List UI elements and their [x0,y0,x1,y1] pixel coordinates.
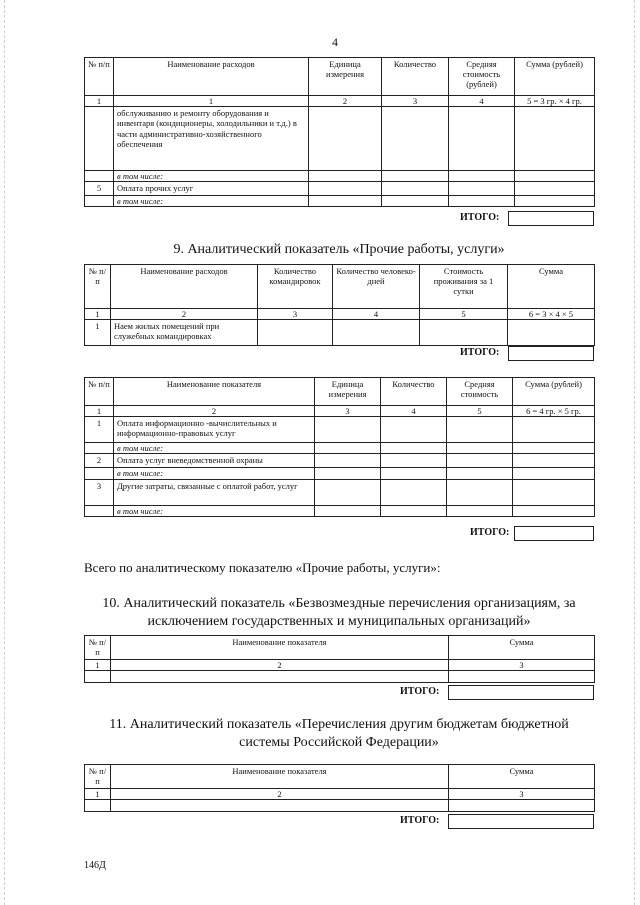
table-cell[interactable] [315,468,381,479]
table-cell[interactable] [309,195,382,206]
table-cell[interactable] [447,454,513,468]
table-cell[interactable] [513,443,595,454]
total-value-box[interactable] [448,814,594,829]
col-number-4: 3 [382,96,449,107]
col-number-6: 6 = 3 × 4 × 5 [508,309,595,320]
table-cell [85,505,114,516]
section-10-title-line1: 10. Аналитический показатель «Безвозмездные перечисления организациям, за [102,596,576,611]
col-header-quantity: Количество [381,378,447,406]
table-cell[interactable] [508,320,595,346]
col-header-sum: Сумма (рублей) [515,58,595,96]
section-10-title [84,595,594,631]
table-cell[interactable] [382,182,449,195]
page-number: 4 [332,35,338,49]
col-number-1: 1 [85,789,111,800]
section-9-title: 9. Аналитический показатель «Прочие работы, услуги» [173,242,505,257]
total-row-table4 [84,685,594,699]
table-cell[interactable] [315,443,381,454]
col-header-sum: Сумма [508,265,595,309]
table-cell [85,171,114,182]
col-header-name: Наименование расходов [111,265,258,309]
in-that-number-label: в том числе: [114,195,309,206]
col-header-number: № п/п [85,58,114,96]
in-that-number-label: в том числе: [114,505,315,516]
col-header-number: № п/п [85,636,111,660]
col-number-6: 6 = 4 гр. × 5 гр. [513,406,595,417]
table-cell[interactable] [381,479,447,505]
total-label: ИТОГО: [470,527,510,538]
col-header-sum: Сумма (рублей) [513,378,595,406]
col-header-name: Наименование расходов [114,58,309,96]
table-cell[interactable] [447,505,513,516]
table-cell[interactable] [447,443,513,454]
table-cell[interactable] [420,320,508,346]
table-cell[interactable] [382,171,449,182]
col-number-5: 5 [420,309,508,320]
table-cell[interactable] [315,505,381,516]
table-cell [85,195,114,206]
scan-right-edge [634,0,636,905]
col-number-2: 2 [111,660,449,671]
table-cell[interactable] [515,182,595,195]
section-10-title-line2: исключением государственных и муниципальных организаций» [147,613,531,629]
col-header-sum: Сумма [449,636,595,660]
row-other-costs-number: 3 [85,479,114,505]
col-header-unit: Единица измерения [309,58,382,96]
table-cell[interactable] [315,417,381,443]
col-number-4: 4 [333,309,420,320]
section-11-title [84,716,594,752]
scan-left-edge [4,0,6,905]
budget-transfers-table [84,764,595,812]
col-number-6: 5 = 3 гр. × 4 гр. [515,96,595,107]
table-cell[interactable] [309,182,382,195]
table-cell [85,468,114,479]
section-11-title-line1: 11. Аналитический показатель «Перечисления другим бюджетам бюджетной [109,717,569,732]
section-9-grand-total: Всего по аналитическому показателю «Прочие работы, услуги»: [84,560,441,575]
col-header-quantity: Количество [382,58,449,96]
col-header-name: Наименование показателя [111,765,449,789]
col-header-avg-cost: Средняя стоимость [447,378,513,406]
col-number-1: 1 [85,309,111,320]
total-label: ИТОГО: [400,815,440,826]
grants-table [84,635,595,683]
row-other-services-name: Оплата прочих услуг [114,182,309,195]
row-it-services-number: 1 [85,417,114,443]
table-cell[interactable] [447,417,513,443]
total-label: ИТОГО: [400,686,440,697]
col-number-2: 2 [114,406,315,417]
col-number-3: 3 [449,660,595,671]
col-number-2: 2 [111,789,449,800]
col-header-name: Наименование показателя [111,636,449,660]
col-header-unit: Единица измерения [315,378,381,406]
table-cell[interactable] [449,195,515,206]
col-number-2: 1 [114,96,309,107]
col-header-trips: Количество командировок [258,265,333,309]
col-number-2: 2 [111,309,258,320]
table-cell[interactable] [382,107,449,171]
col-number-1: 1 [85,406,114,417]
table-cell[interactable] [449,182,515,195]
total-label: ИТОГО: [460,212,500,223]
row-housing-name: Наем жилых помещений при служебных командировках [111,320,258,346]
table-cell[interactable] [381,505,447,516]
table-cell[interactable] [111,671,449,683]
table-cell [85,671,111,683]
table-cell[interactable] [381,454,447,468]
row-it-services-name: Оплата информационно -вычислительных и информационно-правовых услуг [114,417,315,443]
table-cell[interactable] [382,195,449,206]
table-cell[interactable] [447,468,513,479]
table-cell[interactable] [315,479,381,505]
table-cell[interactable] [309,171,382,182]
expenses-table-continued [84,57,595,207]
col-header-avg-cost: Средняя стоимость (рублей) [449,58,515,96]
col-header-daily-rate: Стоимость проживания за 1 сутки [420,265,508,309]
table-cell[interactable] [513,479,595,505]
table-cell[interactable] [258,320,333,346]
col-header-number: № п/п [85,378,114,406]
table-cell [85,800,111,812]
table-cell[interactable] [309,107,382,171]
row-security-number: 2 [85,454,114,468]
row-other-services-number: 5 [85,182,114,195]
col-number-3: 2 [309,96,382,107]
total-row-table1 [84,211,594,225]
housing-expenses-table [84,264,595,346]
total-row-table2 [84,346,594,360]
in-that-number-label: в том числе: [114,468,315,479]
col-header-name: Наименование показателя [114,378,315,406]
row-housing-number: 1 [85,320,111,346]
total-label: ИТОГО: [460,347,500,358]
table-cell[interactable] [381,417,447,443]
table-cell[interactable] [315,454,381,468]
table-cell [85,107,114,171]
total-value-box[interactable] [514,526,594,541]
col-number-4: 4 [381,406,447,417]
table-cell[interactable] [515,195,595,206]
col-header-person-days: Количество человеко-дней [333,265,420,309]
total-row-table5 [84,814,594,828]
row-other-costs-name: Другие затраты, связанные с оплатой работ, услуг [114,479,315,505]
table-cell[interactable] [381,468,447,479]
row-maintenance-name: обслуживанию и ремонту оборудования и инвентаря (кондиционеры, холодильники и т.д.) в части административно-хозяйственного обеспечения [114,107,309,171]
table-cell[interactable] [513,468,595,479]
table-cell[interactable] [513,505,595,516]
table-cell[interactable] [111,800,449,812]
table-cell[interactable] [449,671,595,683]
table-cell[interactable] [513,454,595,468]
col-number-1: 1 [85,660,111,671]
col-header-number: № п/п [85,765,111,789]
col-number-3: 3 [258,309,333,320]
table-cell[interactable] [381,443,447,454]
table-cell[interactable] [449,171,515,182]
col-number-3: 3 [315,406,381,417]
table-cell [85,443,114,454]
table-cell[interactable] [449,107,515,171]
section-11-title-line2: системы Российской Федерации» [239,734,439,750]
table-cell[interactable] [333,320,420,346]
table-cell[interactable] [447,479,513,505]
footer-code: 146Д [84,860,106,871]
col-number-3: 3 [449,789,595,800]
in-that-number-label: в том числе: [114,171,309,182]
services-table [84,377,595,517]
col-header-number: № п/п [85,265,111,309]
col-header-sum: Сумма [449,765,595,789]
in-that-number-label: в том числе: [114,443,315,454]
total-value-box[interactable] [508,346,594,361]
row-security-name: Оплата услуг вневедомственной охраны [114,454,315,468]
col-number-5: 5 [447,406,513,417]
total-value-box[interactable] [508,211,594,226]
total-value-box[interactable] [448,685,594,700]
col-number-5: 4 [449,96,515,107]
table-cell[interactable] [513,417,595,443]
total-row-table3 [84,526,594,540]
col-number-1: 1 [85,96,114,107]
table-cell[interactable] [515,171,595,182]
table-cell[interactable] [515,107,595,171]
table-cell[interactable] [449,800,595,812]
